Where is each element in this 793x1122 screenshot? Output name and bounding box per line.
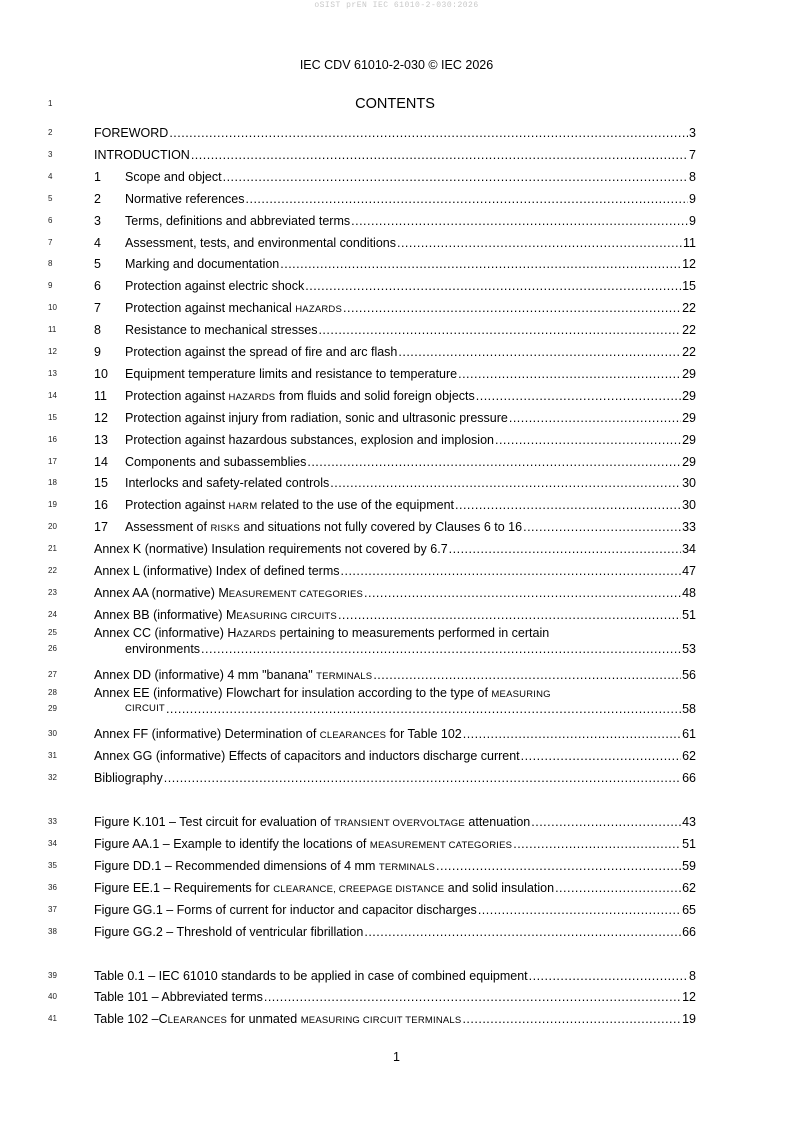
line-number: 1: [48, 99, 53, 108]
page-ref: 59: [682, 858, 696, 873]
line-number: 9: [48, 281, 53, 291]
toc-row[interactable]: [0, 986, 793, 1008]
dot-leader: [280, 253, 681, 275]
page-ref: 30: [682, 498, 696, 513]
toc-entry[interactable]: [94, 122, 696, 144]
toc-entry[interactable]: [94, 319, 696, 341]
entry-title: Annex AA (normative) M: [94, 585, 229, 600]
line-number: 32: [48, 773, 57, 783]
entry-title: Assessment of: [125, 520, 211, 535]
entry-title: Protection against electric shock: [125, 279, 305, 294]
page-ref: 9: [689, 213, 696, 228]
toc-entry[interactable]: [94, 472, 696, 494]
toc-row[interactable]: [0, 516, 793, 538]
line-number: 2: [48, 128, 53, 137]
entry-title-cont: from fluids and solid foreign objects: [275, 388, 475, 403]
clause-number: 15: [94, 476, 108, 491]
toc-entry-text: Annex EE (informative) Flowchart for insulation according to the type of MEASURING: [94, 685, 551, 700]
toc-row[interactable]: [0, 122, 793, 144]
dot-leader: [462, 1008, 681, 1032]
line-number: 39: [48, 970, 57, 980]
page-ref: 29: [682, 366, 696, 381]
defined-term: HARM: [228, 501, 258, 513]
line-number: 38: [48, 926, 57, 936]
entry-title: Scope and object: [125, 169, 222, 184]
dot-leader: [246, 188, 689, 210]
toc-entry-text: Annex CC (informative) HAZARDS pertaining to measurements performed in certain: [94, 625, 550, 640]
line-number: 3: [48, 149, 53, 159]
dot-leader: [523, 516, 681, 540]
toc-row[interactable]: [0, 833, 793, 855]
line-number: 41: [48, 1014, 57, 1024]
toc-row[interactable]: [0, 297, 793, 319]
clause-number: 16: [94, 498, 108, 513]
toc-row[interactable]: [0, 921, 793, 943]
toc-row[interactable]: [0, 1008, 793, 1030]
clause-number: 14: [94, 454, 108, 469]
entry-title: Figure K.101 – Test circuit for evaluation of: [94, 815, 335, 830]
dot-leader: [164, 767, 681, 789]
page-ref: 62: [682, 749, 696, 764]
dot-leader: [513, 833, 681, 857]
line-number: 40: [48, 992, 57, 1002]
dot-leader: [364, 582, 681, 606]
page-number: 1: [393, 1050, 400, 1064]
page-ref: 12: [682, 990, 696, 1005]
toc-row[interactable]: [0, 451, 793, 473]
line-number: 34: [48, 839, 57, 848]
toc-entry[interactable]: [94, 341, 696, 363]
toc-row[interactable]: [0, 538, 793, 560]
toc-entry[interactable]: [94, 451, 696, 473]
toc-entry[interactable]: [94, 166, 696, 188]
line-number: 11: [48, 325, 57, 335]
line-number: 16: [48, 434, 57, 444]
toc-entry[interactable]: [94, 986, 696, 1008]
entry-title: Figure GG.1 – Forms of current for inductor and capacitor discharges: [94, 902, 477, 917]
toc-entry[interactable]: [94, 144, 696, 166]
toc-row[interactable]: [0, 965, 793, 987]
entry-title: Assessment, tests, and environmental conditions: [125, 235, 396, 250]
page-ref: 29: [682, 454, 696, 469]
entry-title: INTRODUCTION: [94, 147, 190, 162]
entry-title: Protection against hazardous substances, explosion and implosion: [125, 432, 494, 447]
defined-term: CLEARANCES: [319, 730, 387, 742]
page-ref: 51: [682, 837, 696, 851]
toc-row[interactable]: [0, 811, 793, 833]
toc-entry[interactable]: [94, 1008, 696, 1032]
toc-entry[interactable]: [94, 385, 696, 409]
defined-term: HAZARDS: [295, 304, 343, 316]
page-ref: 9: [689, 191, 696, 206]
dot-leader: [398, 341, 681, 363]
toc-entry[interactable]: [94, 429, 696, 451]
dot-leader: [169, 122, 688, 144]
entry-title: Bibliography: [94, 771, 163, 786]
toc-entry[interactable]: [94, 538, 696, 560]
entry-title: Protection against: [125, 388, 229, 403]
page-ref: 66: [682, 771, 696, 786]
clause-number: 9: [94, 345, 101, 359]
entry-title: Table 0.1 – IEC 61010 standards to be applied in case of combined equipment: [94, 968, 528, 983]
page-ref: 30: [682, 476, 696, 491]
toc-entry[interactable]: [94, 899, 696, 921]
dot-leader: [223, 166, 688, 188]
entry-title-cont: related to the use of the equipment: [257, 498, 454, 513]
entry-title: Normative references: [125, 191, 245, 206]
entry-title: Protection against mechanical: [125, 301, 296, 316]
toc-row[interactable]: [0, 877, 793, 899]
entry-title-cont: and situations not fully covered by Clauses 6 to 16: [239, 520, 523, 535]
line-number: 20: [48, 522, 57, 532]
toc-entry[interactable]: [94, 363, 696, 385]
line-number: 5: [48, 193, 53, 203]
dot-leader: [458, 363, 681, 385]
page-ref: 43: [682, 815, 696, 830]
toc-entry[interactable]: [94, 210, 696, 232]
line-number: 10: [48, 303, 57, 313]
contents-heading-row: [0, 93, 793, 115]
toc-row[interactable]: [0, 767, 793, 789]
page-header: IEC CDV 61010-2-030 © IEC 2026: [299, 58, 494, 72]
toc-entry[interactable]: [94, 560, 696, 582]
dot-leader: [509, 407, 681, 429]
clause-number: 4: [94, 235, 101, 250]
clause-number: 5: [94, 257, 101, 272]
toc-entry[interactable]: [94, 965, 696, 987]
entry-title: Resistance to mechanical stresses: [125, 323, 318, 338]
toc-entry[interactable]: [94, 745, 696, 767]
line-number: 31: [48, 751, 57, 761]
line-number: 17: [48, 456, 57, 466]
toc-row[interactable]: [0, 188, 793, 210]
toc-entry[interactable]: [94, 855, 696, 879]
page-ref: 29: [682, 388, 696, 403]
dot-leader: [463, 723, 681, 747]
toc-row[interactable]: [0, 855, 793, 877]
toc-row[interactable]: [0, 899, 793, 921]
clause-number: 6: [94, 279, 101, 294]
dot-leader: [364, 921, 681, 943]
line-number: 25: [48, 627, 57, 637]
toc-row[interactable]: [0, 232, 793, 254]
entry-title-cont: and solid insulation: [444, 880, 555, 895]
toc-row[interactable]: [0, 429, 793, 451]
toc-entry[interactable]: [94, 275, 696, 297]
defined-term: MEASUREMENT CATEGORIES: [369, 840, 513, 851]
entry-title: Annex BB (informative) M: [94, 607, 237, 622]
toc-row[interactable]: [0, 494, 793, 516]
page-ref: 11: [683, 235, 696, 250]
line-number: 4: [48, 171, 53, 181]
clause-number: 7: [94, 301, 101, 316]
line-number: 18: [48, 478, 57, 488]
entry-title: Components and subassemblies: [125, 454, 307, 469]
line-number: 26: [48, 643, 57, 653]
line-number: 27: [48, 669, 57, 679]
page-ref: 33: [682, 520, 696, 535]
line-number: 12: [48, 347, 57, 356]
dot-leader: [318, 319, 681, 341]
page-ref: 58: [682, 701, 696, 716]
line-number: 30: [48, 729, 57, 739]
entry-title: Terms, definitions and abbreviated terms: [125, 213, 351, 228]
entry-title: Interlocks and safety-related controls: [125, 476, 330, 491]
entry-title: Annex FF (informative) Determination of: [94, 727, 320, 742]
dot-leader: [555, 877, 681, 901]
toc-row[interactable]: [0, 166, 793, 188]
toc-row[interactable]: [0, 210, 793, 232]
entry-title-cont: for unmated: [227, 1012, 301, 1027]
line-number: 28: [48, 687, 57, 697]
toc-row[interactable]: [0, 275, 793, 297]
watermark: oSIST prEN IEC 61010-2-030:2026: [314, 1, 479, 10]
toc-entry[interactable]: [94, 253, 696, 275]
dot-leader: [305, 275, 681, 297]
clause-number: 2: [94, 191, 101, 206]
dot-leader: [436, 855, 681, 879]
page-ref: 29: [682, 432, 696, 447]
page-ref: 12: [682, 257, 696, 272]
page-ref: 66: [682, 924, 696, 939]
defined-term: EASURING CIRCUITS: [236, 610, 337, 622]
dot-leader: [476, 385, 681, 409]
page-ref: 22: [682, 323, 696, 338]
entry-title: Table 101 – Abbreviated terms: [94, 990, 263, 1005]
dot-leader: [330, 472, 681, 494]
entry-title-cont: for Table 102: [386, 727, 462, 742]
dot-leader: [478, 899, 681, 921]
defined-term: HAZARDS: [228, 391, 276, 403]
entry-title: Protection against the spread of fire and arc flash: [125, 345, 398, 359]
page-ref: 19: [682, 1012, 696, 1027]
entry-title: Figure DD.1 – Recommended dimensions of 4 mm: [94, 858, 379, 873]
page-ref: 29: [682, 410, 696, 425]
entry-title: Annex GG (informative) Effects of capacitors and inductors discharge current: [94, 749, 520, 764]
toc-entry[interactable]: [94, 516, 696, 540]
annex-ee-row-2[interactable]: [0, 698, 793, 720]
defined-term: MEASURING CIRCUIT TERMINALS: [300, 1015, 462, 1027]
page-ref: 3: [689, 126, 696, 140]
line-number: 8: [48, 259, 53, 269]
defined-term: LEARANCES: [167, 1015, 228, 1027]
entry-title: Protection against injury from radiation, sonic and ultrasonic pressure: [125, 410, 508, 425]
defined-term: TERMINALS: [378, 861, 436, 873]
toc-entry[interactable]: [94, 723, 696, 747]
defined-term: TRANSIENT OVERVOLTAGE: [334, 818, 465, 830]
toc-entry[interactable]: [94, 767, 696, 789]
dot-leader: [397, 232, 682, 254]
page-ref: 8: [689, 169, 696, 184]
toc-entry[interactable]: [94, 877, 696, 901]
clause-number: 12: [94, 410, 108, 425]
page-ref: 7: [689, 147, 696, 162]
dot-leader: [343, 297, 681, 321]
toc-row[interactable]: [0, 363, 793, 385]
page-ref: 34: [682, 542, 696, 557]
dot-leader: [521, 745, 681, 767]
dot-leader: [531, 811, 681, 835]
clause-number: 13: [94, 432, 108, 447]
line-number: 37: [48, 904, 57, 914]
toc-row[interactable]: [0, 582, 793, 604]
page-ref: 65: [682, 902, 696, 917]
line-number: 29: [48, 703, 57, 713]
line-number: 22: [48, 566, 57, 575]
entry-title: Table 102 –C: [94, 1012, 168, 1027]
line-number: 6: [48, 215, 53, 225]
entry-title: Figure GG.2 – Threshold of ventricular fibrillation: [94, 924, 364, 939]
toc-row[interactable]: [0, 723, 793, 745]
toc-row[interactable]: [0, 341, 793, 363]
toc-row[interactable]: [0, 472, 793, 494]
line-number: 19: [48, 500, 57, 510]
toc-entry[interactable]: [94, 833, 696, 857]
annex-cc-row-2[interactable]: [0, 638, 793, 660]
toc-entry[interactable]: environments ..... 53: [94, 638, 696, 660]
defined-term: CLEARANCE, CREEPAGE DISTANCE: [273, 883, 445, 895]
line-number: 7: [48, 237, 53, 247]
toc-entry[interactable]: [94, 494, 696, 518]
toc-entry[interactable]: [94, 582, 696, 606]
dot-leader: [495, 429, 681, 451]
entry-title: Annex L (informative) Index of defined terms: [94, 564, 340, 578]
page-ref: 48: [682, 585, 696, 600]
entry-title: Annex K (normative) Insulation requirements not covered by 6.7: [94, 542, 448, 557]
clause-number: 8: [94, 323, 101, 338]
toc-entry[interactable]: [94, 297, 696, 321]
toc-row[interactable]: [0, 144, 793, 166]
toc-row[interactable]: [0, 407, 793, 429]
dot-leader: [455, 494, 681, 518]
toc-entry[interactable]: [94, 407, 696, 429]
entry-title: Marking and documentation: [125, 257, 280, 272]
dot-leader: [341, 560, 682, 582]
page-ref: 8: [689, 968, 696, 983]
clause-number: 3: [94, 213, 101, 228]
contents-title: CONTENTS: [355, 96, 435, 112]
toc-entry[interactable]: Annex DD (informative) 4 mm "banana" TERMINALS ..... 56: [94, 664, 696, 688]
page-ref: 62: [682, 880, 696, 895]
toc-row[interactable]: [0, 745, 793, 767]
toc-row[interactable]: [0, 319, 793, 341]
defined-term: EASUREMENT CATEGORIES: [228, 588, 364, 600]
page-ref: 22: [682, 301, 696, 316]
dot-leader: [449, 538, 681, 560]
clause-number: 1: [94, 169, 101, 184]
entry-title: Protection against: [125, 498, 229, 513]
dot-leader: [191, 144, 688, 166]
entry-title: Figure EE.1 – Requirements for: [94, 880, 274, 895]
toc-row[interactable]: [0, 560, 793, 582]
page-ref: 56: [682, 667, 696, 682]
page-ref: 22: [682, 345, 696, 359]
line-number: 15: [48, 412, 57, 422]
line-number: 13: [48, 368, 57, 378]
line-number: 21: [48, 544, 57, 554]
toc-entry[interactable]: [94, 921, 696, 943]
toc-row[interactable]: [0, 385, 793, 407]
toc-entry[interactable]: [94, 232, 696, 254]
entry-title: FOREWORD: [94, 126, 169, 140]
dot-leader: [307, 451, 681, 473]
toc-entry[interactable]: CIRCUIT ..... 58: [94, 698, 696, 720]
toc-entry[interactable]: [94, 188, 696, 210]
clause-number: 17: [94, 520, 108, 535]
line-number: 36: [48, 882, 57, 892]
line-number: 24: [48, 609, 57, 619]
line-number: 14: [48, 390, 57, 400]
page-ref: 51: [682, 607, 696, 622]
page-ref: 61: [682, 727, 696, 742]
page-ref: 53: [682, 641, 696, 656]
entry-title: Equipment temperature limits and resistance to temperature: [125, 366, 458, 381]
line-number: 23: [48, 587, 57, 597]
toc-row[interactable]: [0, 253, 793, 275]
dot-leader: [351, 210, 688, 232]
dot-leader: [529, 965, 688, 987]
dot-leader: [264, 986, 681, 1008]
page-ref: 15: [682, 279, 696, 294]
page-ref: 47: [682, 564, 696, 578]
toc-entry[interactable]: [94, 811, 696, 835]
line-number: 33: [48, 817, 57, 827]
clause-number: 11: [94, 388, 107, 403]
entry-title-cont: attenuation: [464, 815, 531, 830]
line-number: 35: [48, 860, 57, 870]
defined-term: RISKS: [210, 523, 240, 535]
clause-number: 10: [94, 366, 108, 381]
entry-title: Figure AA.1 – Example to identify the locations of: [94, 837, 370, 851]
